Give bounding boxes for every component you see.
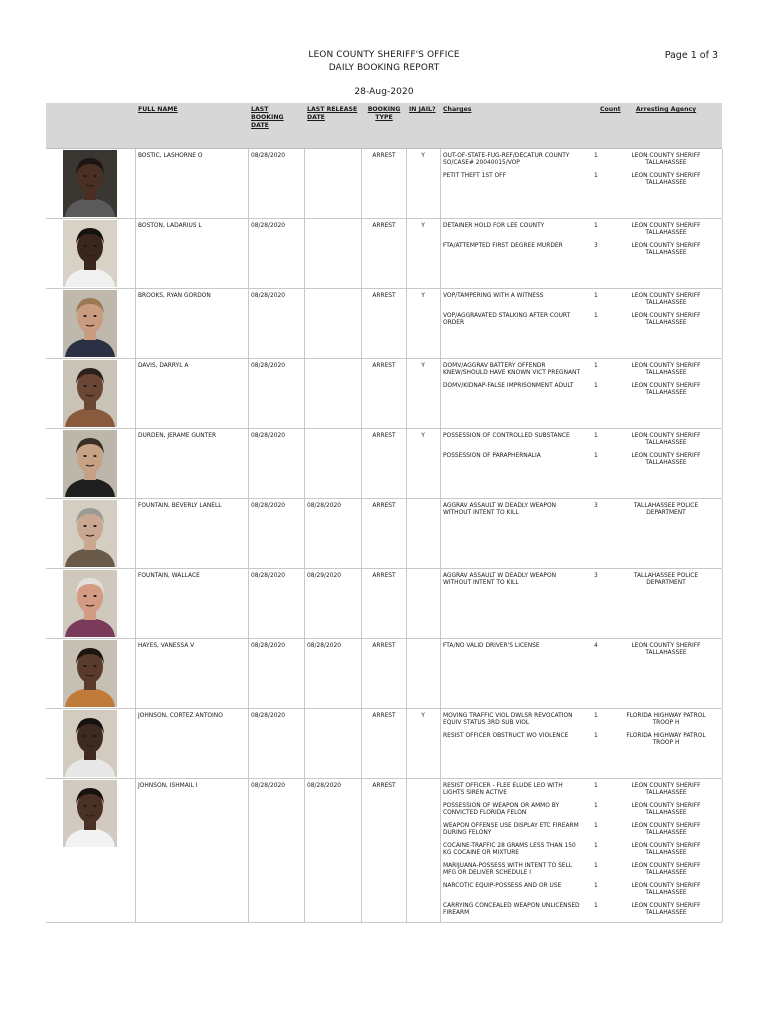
booking-type: ARREST — [372, 783, 396, 789]
booking-type: ARREST — [372, 503, 396, 509]
column-divider — [304, 149, 305, 218]
column-divider — [135, 779, 136, 922]
in-jail: Y — [421, 433, 425, 439]
column-divider — [406, 289, 407, 358]
booking-date: 08/28/2020 — [251, 503, 285, 509]
charge-count: 3 — [594, 243, 598, 249]
charge-count: 3 — [594, 503, 598, 509]
charge-count: 1 — [594, 293, 598, 299]
booking-type: ARREST — [372, 713, 396, 719]
release-date: 08/28/2020 — [307, 783, 341, 789]
charge-description: OUT-OF-STATE-FUG-REF/DECATUR COUNTY SO/CASE# 20040015/VOP — [443, 153, 570, 167]
column-divider — [248, 499, 249, 568]
column-divider — [304, 779, 305, 922]
charge-description: CARRYING CONCEALED WEAPON UNLICENSED FIREARM — [443, 903, 580, 917]
booking-date: 08/28/2020 — [251, 433, 285, 439]
charge-description: RESIST OFFICER OBSTRUCT WO VIOLENCE — [443, 733, 569, 739]
release-date: 08/28/2020 — [307, 643, 341, 649]
column-divider — [135, 709, 136, 778]
full-name: JOHNSON, CORTEZ ANTOINO — [138, 713, 223, 719]
column-divider — [722, 499, 723, 568]
column-divider — [361, 359, 362, 428]
column-divider — [135, 289, 136, 358]
mugshot-photo — [63, 780, 117, 847]
column-divider — [248, 779, 249, 922]
column-divider — [361, 289, 362, 358]
col-release-date: LAST RELEASE DATE — [307, 106, 358, 121]
in-jail: Y — [421, 363, 425, 369]
column-divider — [440, 289, 441, 358]
column-divider — [135, 359, 136, 428]
column-divider — [248, 639, 249, 708]
table-row — [46, 219, 722, 289]
column-divider — [722, 219, 723, 288]
column-divider — [722, 639, 723, 708]
column-divider — [135, 499, 136, 568]
charge-count: 1 — [594, 313, 598, 319]
charge-description: DETAINER HOLD FOR LEE COUNTY — [443, 223, 545, 229]
col-count: Count — [600, 106, 621, 113]
column-divider — [406, 359, 407, 428]
charge-description: RESIST OFFICER - FLEE ELUDE LEO WITH LIGHTS SIREN ACTIVE — [443, 783, 563, 797]
office-title: LEON COUNTY SHERIFF'S OFFICE — [308, 50, 460, 60]
column-divider — [304, 289, 305, 358]
full-name: DAVIS, DARRYL A — [138, 363, 189, 369]
charge-description: POSSESSION OF CONTROLLED SUBSTANCE — [443, 433, 570, 439]
column-divider — [440, 639, 441, 708]
table-row — [46, 709, 722, 779]
booking-date: 08/28/2020 — [251, 293, 285, 299]
column-divider — [248, 149, 249, 218]
release-date: 08/28/2020 — [307, 503, 341, 509]
table-row — [46, 289, 722, 359]
table-row — [46, 569, 722, 639]
column-divider — [248, 569, 249, 638]
col-full-name: FULL NAME — [138, 106, 178, 113]
col-charges: Charges — [443, 106, 472, 113]
charge-description: COCAINE-TRAFFIC 28 GRAMS LESS THAN 150 KG COCAINE OR MIXTURE — [443, 843, 576, 857]
charge-count: 1 — [594, 783, 598, 789]
col-booking-date: LAST BOOKING DATE — [251, 106, 284, 129]
report-title: DAILY BOOKING REPORT — [328, 63, 440, 73]
col-booking-type: BOOKING TYPE — [367, 106, 401, 121]
column-divider — [248, 359, 249, 428]
charge-count: 1 — [594, 363, 598, 369]
column-divider — [135, 429, 136, 498]
column-divider — [248, 429, 249, 498]
charge-count: 3 — [594, 573, 598, 579]
mugshot-photo — [63, 430, 117, 497]
full-name: FOUNTAIN, BEVERLY LANELL — [138, 503, 222, 509]
charge-description: POSSESSION OF PARAPHERNALIA — [443, 453, 541, 459]
arresting-agency: LEON COUNTY SHERIFF TALLAHASSEE — [631, 903, 701, 917]
full-name: JOHNSON, ISHMAIL I — [138, 783, 198, 789]
mugshot-photo — [63, 500, 117, 567]
column-divider — [406, 569, 407, 638]
charge-count: 1 — [594, 803, 598, 809]
column-divider — [406, 779, 407, 922]
column-divider — [304, 639, 305, 708]
arresting-agency: LEON COUNTY SHERIFF TALLAHASSEE — [631, 383, 701, 397]
in-jail: Y — [421, 153, 425, 159]
column-divider — [361, 499, 362, 568]
charge-count: 1 — [594, 883, 598, 889]
column-divider — [406, 639, 407, 708]
arresting-agency: LEON COUNTY SHERIFF TALLAHASSEE — [631, 433, 701, 447]
arresting-agency: LEON COUNTY SHERIFF TALLAHASSEE — [631, 243, 701, 257]
charge-count: 1 — [594, 823, 598, 829]
column-divider — [406, 149, 407, 218]
booking-table — [46, 103, 722, 923]
column-divider — [135, 219, 136, 288]
column-divider — [304, 429, 305, 498]
booking-type: ARREST — [372, 153, 396, 159]
column-divider — [135, 639, 136, 708]
column-divider — [304, 569, 305, 638]
column-divider — [440, 429, 441, 498]
arresting-agency: LEON COUNTY SHERIFF TALLAHASSEE — [631, 883, 701, 897]
booking-type: ARREST — [372, 573, 396, 579]
charge-description: FTA/ATTEMPTED FIRST DEGREE MURDER — [443, 243, 563, 249]
charge-description: WEAPON OFFENSE USE DISPLAY ETC FIREARM DURING FELONY — [443, 823, 579, 837]
booking-type: ARREST — [372, 433, 396, 439]
charge-description: PETIT THEFT 1ST OFF — [443, 173, 506, 179]
charge-description: FTA/NO VALID DRIVER'S LICENSE — [443, 643, 540, 649]
booking-type: ARREST — [372, 643, 396, 649]
column-divider — [406, 429, 407, 498]
table-row — [46, 149, 722, 219]
column-divider — [361, 709, 362, 778]
column-divider — [722, 709, 723, 778]
mugshot-photo — [63, 290, 117, 357]
charge-description: VOP/TAMPERING WITH A WITNESS — [443, 293, 544, 299]
col-agency: Arresting Agency — [635, 106, 697, 113]
table-body — [46, 149, 722, 923]
charge-count: 1 — [594, 733, 598, 739]
column-divider — [440, 779, 441, 922]
arresting-agency: LEON COUNTY SHERIFF TALLAHASSEE — [631, 223, 701, 237]
arresting-agency: LEON COUNTY SHERIFF TALLAHASSEE — [631, 783, 701, 797]
mugshot-photo — [63, 710, 117, 777]
arresting-agency: LEON COUNTY SHERIFF TALLAHASSEE — [631, 843, 701, 857]
table-header — [46, 103, 722, 149]
column-divider — [361, 779, 362, 922]
page-number: Page 1 of 3 — [664, 50, 718, 61]
arresting-agency: FLORIDA HIGHWAY PATROL TROOP H — [626, 713, 706, 727]
charge-description: AGGRAV ASSAULT W DEADLY WEAPON WITHOUT INTENT TO KILL — [443, 503, 557, 517]
charge-count: 1 — [594, 843, 598, 849]
column-divider — [440, 709, 441, 778]
column-divider — [722, 359, 723, 428]
col-in-jail: IN JAIL? — [409, 106, 436, 113]
booking-type: ARREST — [372, 223, 396, 229]
booking-date: 08/28/2020 — [251, 643, 285, 649]
column-divider — [304, 359, 305, 428]
full-name: HAYES, VANESSA V — [138, 643, 195, 649]
column-divider — [722, 429, 723, 498]
mugshot-photo — [63, 570, 117, 637]
charge-description: VOP/AGGRAVATED STALKING AFTER COURT ORDER — [443, 313, 571, 327]
in-jail: Y — [421, 293, 425, 299]
booking-date: 08/28/2020 — [251, 363, 285, 369]
arresting-agency: TALLAHASSEE POLICE DEPARTMENT — [633, 503, 699, 517]
charge-description: POSSESSION OF WEAPON OR AMMO BY CONVICTED FLORIDA FELON — [443, 803, 560, 817]
column-divider — [135, 569, 136, 638]
column-divider — [361, 149, 362, 218]
column-divider — [248, 709, 249, 778]
booking-date: 08/28/2020 — [251, 713, 285, 719]
charge-count: 1 — [594, 433, 598, 439]
in-jail: Y — [421, 223, 425, 229]
column-divider — [135, 149, 136, 218]
arresting-agency: LEON COUNTY SHERIFF TALLAHASSEE — [631, 643, 701, 657]
charge-description: AGGRAV ASSAULT W DEADLY WEAPON WITHOUT INTENT TO KILL — [443, 573, 557, 587]
column-divider — [304, 709, 305, 778]
column-divider — [361, 569, 362, 638]
booking-date: 08/28/2020 — [251, 153, 285, 159]
column-divider — [440, 149, 441, 218]
charge-count: 1 — [594, 903, 598, 909]
charge-count: 4 — [594, 643, 598, 649]
in-jail: Y — [421, 713, 425, 719]
mugshot-photo — [63, 640, 117, 707]
column-divider — [406, 709, 407, 778]
column-divider — [361, 219, 362, 288]
mugshot-photo — [63, 150, 117, 217]
column-divider — [722, 289, 723, 358]
charge-count: 1 — [594, 383, 598, 389]
charge-description: DOMV/KIDNAP-FALSE IMPRISONMENT ADULT — [443, 383, 574, 389]
arresting-agency: LEON COUNTY SHERIFF TALLAHASSEE — [631, 803, 701, 817]
full-name: BROOKS, RYAN GORDON — [138, 293, 211, 299]
charge-count: 1 — [594, 863, 598, 869]
charge-count: 1 — [594, 173, 598, 179]
booking-type: ARREST — [372, 293, 396, 299]
charge-count: 1 — [594, 153, 598, 159]
arresting-agency: LEON COUNTY SHERIFF TALLAHASSEE — [631, 153, 701, 167]
column-divider — [722, 149, 723, 218]
table-row — [46, 359, 722, 429]
column-divider — [406, 499, 407, 568]
table-row — [46, 779, 722, 923]
arresting-agency: LEON COUNTY SHERIFF TALLAHASSEE — [631, 313, 701, 327]
arresting-agency: LEON COUNTY SHERIFF TALLAHASSEE — [631, 863, 701, 877]
charge-count: 1 — [594, 713, 598, 719]
mugshot-photo — [63, 220, 117, 287]
column-divider — [722, 779, 723, 922]
arresting-agency: LEON COUNTY SHERIFF TALLAHASSEE — [631, 363, 701, 377]
full-name: BOSTON, LADARIUS L — [138, 223, 202, 229]
column-divider — [440, 499, 441, 568]
table-row — [46, 639, 722, 709]
booking-type: ARREST — [372, 363, 396, 369]
full-name: FOUNTAIN, WALLACE — [138, 573, 200, 579]
column-divider — [248, 219, 249, 288]
column-divider — [304, 499, 305, 568]
column-divider — [440, 569, 441, 638]
charge-count: 1 — [594, 223, 598, 229]
column-divider — [440, 359, 441, 428]
column-divider — [361, 429, 362, 498]
table-row — [46, 429, 722, 499]
full-name: DURDEN, JERAME GUNTER — [138, 433, 217, 439]
booking-date: 08/28/2020 — [251, 783, 285, 789]
column-divider — [304, 219, 305, 288]
column-divider — [406, 219, 407, 288]
charge-count: 1 — [594, 453, 598, 459]
charge-description: NARCOTIC EQUIP-POSSESS AND OR USE — [443, 883, 562, 889]
charge-description: DOMV/AGGRAV BATTERY OFFENDR KNEW/SHOULD HAVE KNOWN VICT PREGNANT — [443, 363, 581, 377]
arresting-agency: FLORIDA HIGHWAY PATROL TROOP H — [626, 733, 706, 747]
booking-date: 08/28/2020 — [251, 573, 285, 579]
full-name: BOSTIC, LASHORNE O — [138, 153, 203, 159]
arresting-agency: TALLAHASSEE POLICE DEPARTMENT — [633, 573, 699, 587]
booking-date: 08/28/2020 — [251, 223, 285, 229]
table-row — [46, 499, 722, 569]
arresting-agency: LEON COUNTY SHERIFF TALLAHASSEE — [631, 453, 701, 467]
release-date: 08/29/2020 — [307, 573, 341, 579]
mugshot-photo — [63, 360, 117, 427]
report-date: 28-Aug-2020 — [354, 87, 414, 97]
column-divider — [248, 289, 249, 358]
charge-description: MOVING TRAFFIC VIOL DWLSR REVOCATION EQUIV STATUS 3RD SUB VIOL — [443, 713, 573, 727]
arresting-agency: LEON COUNTY SHERIFF TALLAHASSEE — [631, 823, 701, 837]
column-divider — [722, 569, 723, 638]
arresting-agency: LEON COUNTY SHERIFF TALLAHASSEE — [631, 293, 701, 307]
column-divider — [440, 219, 441, 288]
arresting-agency: LEON COUNTY SHERIFF TALLAHASSEE — [631, 173, 701, 187]
charge-description: MARIJUANA-POSSESS WITH INTENT TO SELL MFG OR DELIVER SCHEDULE I — [443, 863, 573, 877]
column-divider — [361, 639, 362, 708]
